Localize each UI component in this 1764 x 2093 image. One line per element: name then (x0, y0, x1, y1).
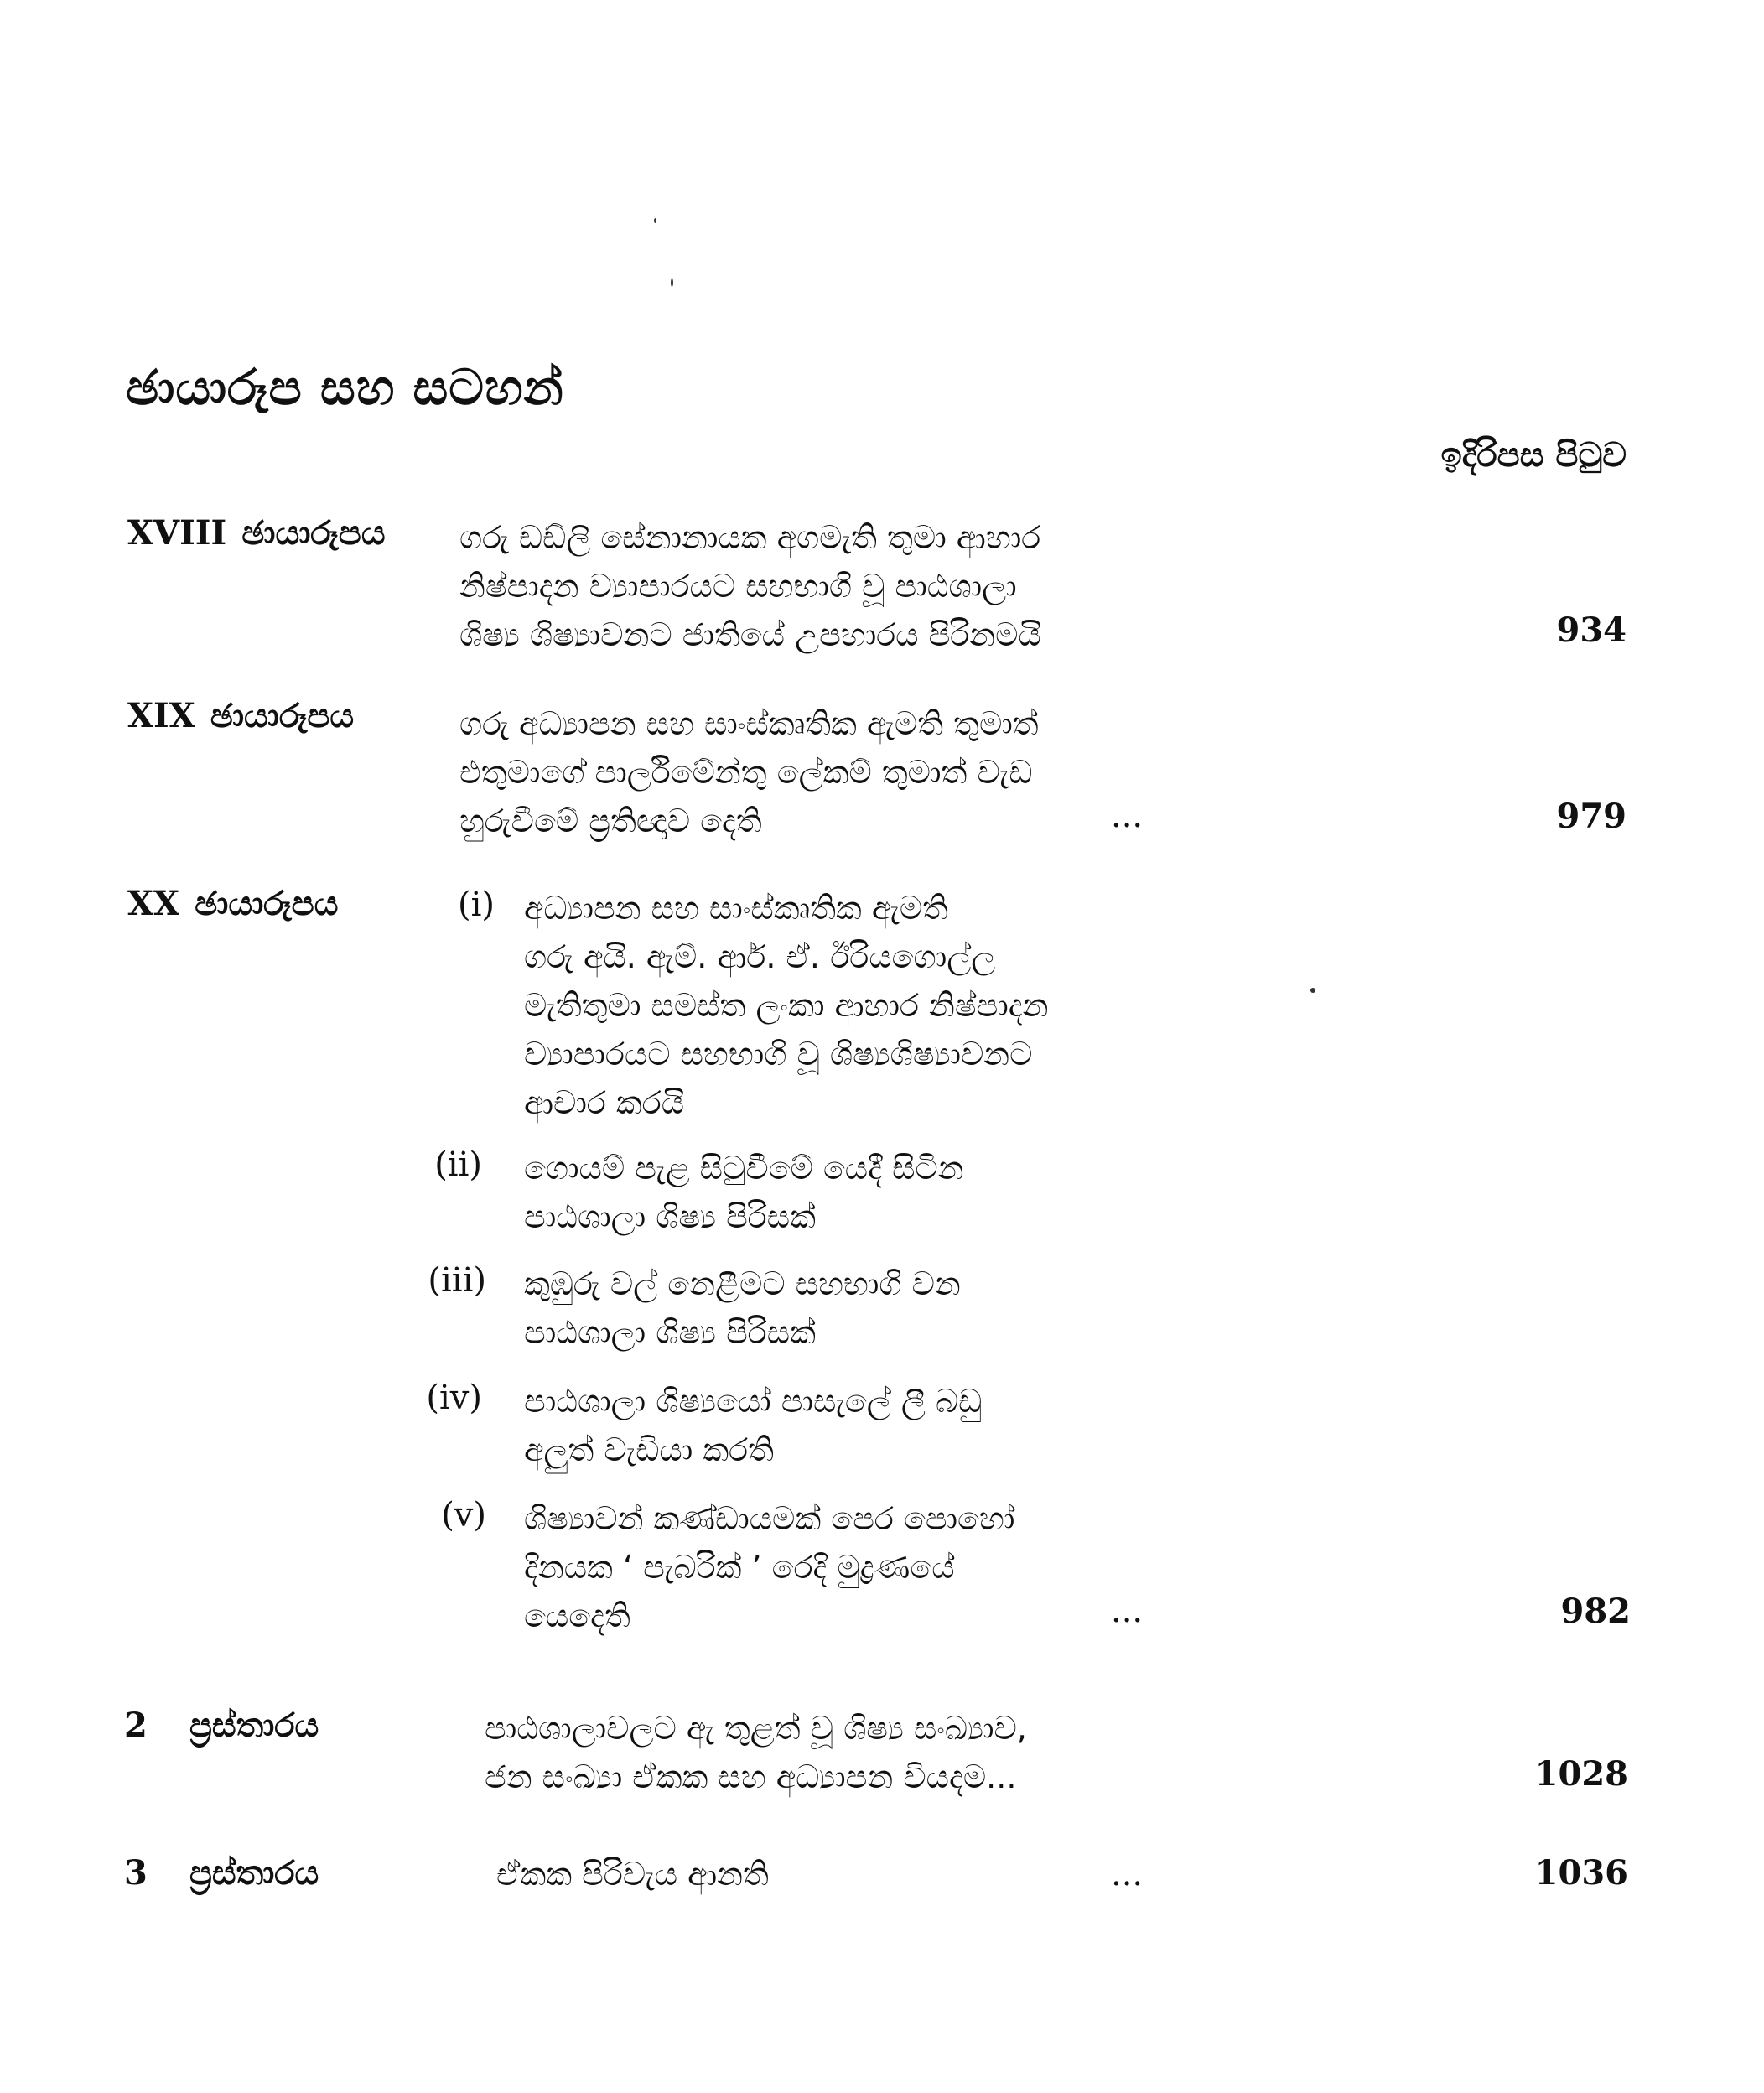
description-line: පාඨශාලා ශිෂ්‍ය පිරිසක් (524, 1314, 816, 1351)
description-line: දිනයක ‘ පැබරික් ’ රෙදි මුද්‍රණයේ (524, 1549, 955, 1586)
entry-description (459, 699, 1164, 845)
description-line: ගරු ඩඩ්ලි සේනානායක අගමැති තුමා ආහාර (459, 519, 1041, 556)
description-line: ඒකක පිරිවැය ආනති (496, 1856, 769, 1893)
scan-speck (671, 278, 673, 287)
entry-description (496, 1850, 916, 1898)
description-line: ශිෂ්‍යාවන් කණ්ඩායමක් පෙර පොහෝ (524, 1500, 1015, 1537)
page-number: 982 (1560, 1592, 1631, 1631)
scan-speck (1310, 988, 1315, 993)
entry-label (127, 513, 386, 553)
entry-description (485, 1704, 1155, 1801)
description-line: පාඨශාලා ශිෂ්‍යයෝ පාසැලේ ලී බඩු (524, 1383, 983, 1420)
description-line: අධ්‍යාපන සහ සාංස්කෘතික ඇමති (524, 890, 949, 927)
page-title: ඡායාරූප සහ සටහන් (126, 359, 564, 416)
leader-dots: ... (1111, 797, 1144, 835)
entry-description (459, 513, 1164, 659)
description-line: ආචාර කරයි (524, 1084, 685, 1121)
subitem-numeral: (iii) (428, 1261, 486, 1300)
subitem-numeral: (ii) (434, 1145, 482, 1184)
entry-number: 2 (124, 1706, 148, 1745)
page-number: 934 (1556, 610, 1627, 650)
subitem-numeral: (iv) (426, 1379, 482, 1417)
subitem-description (524, 1144, 1161, 1241)
page-column-header: ඉදිරිපස පිටුව (1440, 436, 1627, 475)
description-line: පාඨශාලා ශිෂ්‍ය පිරිසක් (524, 1198, 816, 1235)
scan-speck (654, 218, 656, 223)
page-number: 1028 (1534, 1754, 1628, 1794)
subitem-numeral: (i) (457, 886, 495, 924)
description-line: හුරුවීමේ ප්‍රතිඥාව දෙති (459, 802, 762, 839)
subitem-description (524, 884, 1161, 1127)
entry-label (124, 1706, 319, 1745)
leader-dots: ... (1111, 1855, 1144, 1893)
entry-type: ඡායාරූපය (210, 697, 355, 735)
description-line: මැතිතුමා සමස්ත ලංකා ආහාර නිෂ්පාදන (524, 987, 1049, 1024)
leader-dots: ... (1111, 1592, 1144, 1630)
description-line: පාඨශාලාවලට ඇ තුළත් වූ ශිෂ්‍ය සංඛ්‍යාව, (485, 1710, 1027, 1747)
subitem-description (524, 1494, 1157, 1640)
entry-type: ඡායාරූපය (195, 885, 339, 923)
subitem-description (524, 1259, 1144, 1357)
subitem-numeral: (v) (441, 1496, 486, 1535)
page-number: 1036 (1534, 1853, 1628, 1893)
entry-label (127, 696, 354, 735)
entry-label (124, 1853, 319, 1893)
description-line: ව්‍යාපාරයට සහභාගි වූ ශිෂ්‍යශිෂ්‍යාවනට (524, 1036, 1033, 1072)
entry-number: XX (127, 884, 180, 923)
description-line: එතුමාගේ පාර්ලිමේන්තු ලේකම් තුමාත් වැඩ (459, 754, 1033, 791)
description-line: ජන සංඛ්‍යා ඒකක සහ අධ්‍යාපන වියදම... (485, 1758, 1017, 1795)
page-number: 979 (1556, 797, 1627, 836)
description-line: ගරු අයි. ඇම්. ආර්. ඒ. ඊරියගොල්ල (524, 938, 996, 975)
description-line: යෙදෙති (524, 1597, 630, 1634)
entry-number: XVIII (127, 513, 227, 553)
description-line: ගරු අධ්‍යාපන සහ සාංස්කෘතික ඇමති තුමාත් (459, 705, 1039, 742)
entry-type: ප්‍රස්තාරය (189, 1706, 319, 1745)
entry-type: ප්‍රස්තාරය (189, 1854, 319, 1893)
entry-type: ඡායාරූපය (241, 514, 386, 553)
entry-number: 3 (124, 1853, 148, 1893)
description-line: ගොයම් පැළ සිටුවීමේ යෙදී සිටින (524, 1150, 964, 1187)
entry-label (127, 884, 338, 923)
description-line: නිෂ්පාදන ව්‍යාපාරයට සහභාගි වූ පාඨශාලා (459, 568, 1017, 605)
description-line: කුඹුරු වල් නෙළීමට සහභාගි වන (524, 1265, 961, 1302)
subitem-description (524, 1377, 1153, 1474)
description-line: ශිෂ්‍ය ශිෂ්‍යාවනට ජාතියේ උපහාරය පිරිනමයි (459, 616, 1041, 653)
description-line: අලුත් වැඩියා කරති (524, 1431, 774, 1468)
entry-number: XIX (127, 696, 195, 735)
